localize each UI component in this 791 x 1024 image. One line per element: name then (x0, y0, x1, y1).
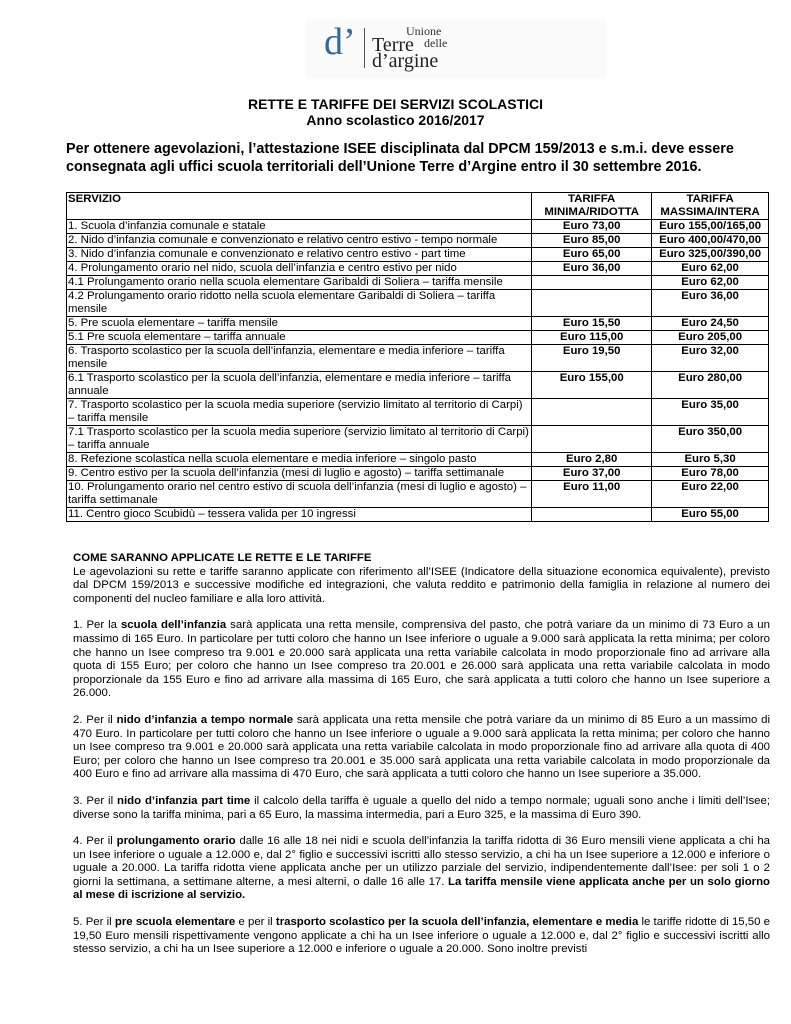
service-cell: 11. Centro gioco Scubidù – tessera valida per 10 ingressi (67, 508, 532, 522)
header-tariffa-minima-text: TARIFFA MINIMA/RIDOTTA (544, 193, 640, 218)
rule-5-text-2: e per il (235, 916, 276, 929)
service-cell: 8. Refezione scolastica nella scuola elementare e media inferiore – singolo pasto (67, 453, 532, 467)
logo-text-argine: d’argine (372, 50, 439, 72)
min-fee-cell: Euro 85,00 (532, 234, 652, 248)
logo-text-unione: Unione (406, 24, 442, 38)
max-fee-cell: Euro 5,30 (652, 453, 769, 467)
service-cell: 4.2 Prolungamento orario ridotto nella scuola elementare Garibaldi di Soliera – tariffa mensile (67, 290, 532, 317)
rule-1-bold: scuola dell’infanzia (120, 619, 227, 632)
min-fee-cell (532, 399, 652, 426)
rule-paragraph-1 (73, 619, 770, 701)
logo-background (306, 20, 606, 78)
rule-4-text-2: dalle 16 alle 18 nei nidi e scuola dell’infanzia la tariffa ridotta di 36 Euro mensili viene applicata a chi ha un Isee inferiore o uguale a 12.000 e, dal 2° figlio e successivi iscritti allo stesso servizio, a chi ha un Isee superiore a 12.000 e inferiore o uguale a 20.000. La tariffa ridotta viene applicata anche per un utilizzo parziale del servizio, indipendentemente dall’Isee: per soli 1 o 2 giorni la settimana, a settimane alterne, a mesi alterni, o dalle 16 alle 17. (73, 835, 770, 888)
service-cell: 4.1 Prolungamento orario nella scuola elementare Garibaldi di Soliera – tariffa mensile (67, 276, 532, 290)
rule-2-bold: nido d’infanzia a tempo normale (116, 713, 294, 726)
rule-paragraph-4 (73, 835, 770, 903)
application-rules (73, 552, 770, 970)
min-fee-cell: Euro 115,00 (532, 331, 652, 345)
table-row (67, 372, 769, 399)
table-row (67, 262, 769, 276)
rule-1-text: 1. Per la (73, 619, 121, 632)
rule-4-bold: prolungamento orario (116, 835, 236, 848)
rule-1-text-2: sarà applicata una retta mensile, comprensiva del pasto, che potrà variare da un minimo di 73 Euro a un massimo di 165 Euro. In particolare per tutti coloro che hanno un Isee inferiore o uguale a 9.000 sarà applicata la retta minima; per coloro che hanno un Isee compreso tra 9.001 e 20.000 sarà applicata una retta variabile calcolata in modo proporzionale fino ad arrivare alla quota di 155 Euro; per coloro che hanno un Isee compreso tra 20.001 e 26.000 sarà applicata una retta variabile calcolata in modo proporzionale da 155 Euro e fino ad arrivare alla massima di 165 Euro, che sarà applicata a tutti coloro che hanno un Isee superiore a 26.000. (73, 619, 770, 700)
table-row (67, 317, 769, 331)
header-tariffa-massima (652, 193, 769, 220)
min-fee-cell: Euro 11,00 (532, 481, 652, 508)
max-fee-cell: Euro 24,50 (652, 317, 769, 331)
rule-paragraph-3 (73, 795, 770, 822)
max-fee-cell: Euro 62,00 (652, 276, 769, 290)
max-fee-cell: Euro 205,00 (652, 331, 769, 345)
service-cell: 5.1 Pre scuola elementare – tariffa annuale (67, 331, 532, 345)
logo-text-terre: Terre (372, 34, 414, 56)
service-cell: 4. Prolungamento orario nel nido, scuola dell’infanzia e centro estivo per nido (67, 262, 532, 276)
rule-5-bold-2: trasporto scolastico per la scuola dell’infanzia, elementare e media (275, 916, 639, 929)
table-row (67, 453, 769, 467)
logo (300, 20, 610, 80)
min-fee-cell (532, 426, 652, 453)
header-tariffa-minima (532, 193, 652, 220)
service-cell: 10. Prolungamento orario nel centro estivo di scuola dell’infanzia (mesi di luglio e agosto) – tariffa settimanale (67, 481, 532, 508)
rule-4-bold-2: La tariffa mensile viene applicata anche per un solo giorno al mese di iscrizione al servizio. (73, 875, 771, 902)
min-fee-cell: Euro 155,00 (532, 372, 652, 399)
rule-5-text-3: le tariffe ridotte di 15,50 e 19,50 Euro mensili rispettivamente vengono applicate a chi ha un Isee inferiore o uguale a 12.000 e, dal 2° figlio e successivi iscritti allo stesso servizio, a chi ha un Isee superiore a 12.000 e inferiore o uguale a 20.000. Sono inoltre previsti (73, 916, 770, 956)
service-cell: 6.1 Trasporto scolastico per la scuola dell’infanzia, elementare e media inferiore – tariffa annuale (67, 372, 532, 399)
table-row (67, 290, 769, 317)
rule-3-text: 3. Per il (73, 794, 118, 807)
logo-mark-icon: d’ (324, 21, 356, 63)
service-cell: 6. Trasporto scolastico per la scuola dell’infanzia, elementare e media inferiore – tariffa mensile (67, 345, 532, 372)
max-fee-cell: Euro 280,00 (652, 372, 769, 399)
table-row (67, 234, 769, 248)
table-row (67, 467, 769, 481)
service-cell: 2. Nido d’infanzia comunale e convenzionato e relativo centro estivo - tempo normale (67, 234, 532, 248)
min-fee-cell (532, 276, 652, 290)
min-fee-cell: Euro 37,00 (532, 467, 652, 481)
max-fee-cell: Euro 155,00/165,00 (652, 220, 769, 234)
table-row (67, 399, 769, 426)
min-fee-cell: Euro 2,80 (532, 453, 652, 467)
service-cell: 5. Pre scuola elementare – tariffa mensile (67, 317, 532, 331)
table-header-row (67, 193, 769, 220)
max-fee-cell: Euro 36,00 (652, 290, 769, 317)
max-fee-cell: Euro 55,00 (652, 508, 769, 522)
min-fee-cell (532, 508, 652, 522)
service-cell: 1. Scuola d’infanzia comunale e statale (67, 220, 532, 234)
rule-4-text: 4. Per il (73, 835, 117, 848)
table-row (67, 220, 769, 234)
table-row (67, 508, 769, 522)
rule-5-text: 5. Per il (73, 916, 115, 929)
min-fee-cell: Euro 65,00 (532, 248, 652, 262)
table-row (67, 331, 769, 345)
table-row (67, 248, 769, 262)
service-cell: 9. Centro estivo per la scuola dell’infanzia (mesi di luglio e agosto) – tariffa settimanale (67, 467, 532, 481)
rule-3-bold: nido d’infanzia part time (117, 794, 251, 807)
rule-paragraph-2 (73, 714, 770, 782)
table-row (67, 276, 769, 290)
logo-separator (364, 28, 365, 68)
rule-5-bold: pre scuola elementare (114, 916, 236, 929)
isee-notice: Per ottenere agevolazioni, l’attestazione ISEE disciplinata dal DPCM 159/2013 e s.m.i. deve essere consegnata agli uffici scuola territoriali dell’Unione Terre d’Argine entro il 30 settembre 2016. (66, 141, 734, 175)
max-fee-cell: Euro 350,00 (652, 426, 769, 453)
header-tariffa-massima-text: TARIFFA MASSIMA/INTERA (660, 193, 760, 218)
logo-text-delle: delle (424, 36, 448, 50)
service-cell: 3. Nido d’infanzia comunale e convenzionato e relativo centro estivo - part time (67, 248, 532, 262)
max-fee-cell: Euro 35,00 (652, 399, 769, 426)
rule-paragraph-5 (73, 916, 770, 957)
min-fee-cell: Euro 15,50 (532, 317, 652, 331)
max-fee-cell: Euro 22,00 (652, 481, 769, 508)
rules-heading: COME SARANNO APPLICATE LE RETTE E LE TARIFFE (73, 552, 372, 564)
document-subtitle: Anno scolastico 2016/2017 (306, 112, 485, 128)
max-fee-cell: Euro 78,00 (652, 467, 769, 481)
service-cell: 7. Trasporto scolastico per la scuola media superiore (servizio limitato al territorio di Carpi) – tariffa mensile (67, 399, 532, 426)
rule-2-text: 2. Per il (73, 713, 117, 726)
header-servizio: SERVIZIO (67, 193, 532, 220)
max-fee-cell: Euro 400,00/470,00 (652, 234, 769, 248)
min-fee-cell: Euro 73,00 (532, 220, 652, 234)
fees-table-body (67, 220, 769, 522)
max-fee-cell: Euro 62,00 (652, 262, 769, 276)
min-fee-cell: Euro 19,50 (532, 345, 652, 372)
fees-table (66, 192, 769, 522)
service-cell: 7.1 Trasporto scolastico per la scuola media superiore (servizio limitato al territorio di Carpi) – tariffa annuale (67, 426, 532, 453)
table-row (67, 481, 769, 508)
table-row (67, 345, 769, 372)
table-row (67, 426, 769, 453)
document-title: RETTE E TARIFFE DEI SERVIZI SCOLASTICI (247, 96, 544, 112)
min-fee-cell: Euro 36,00 (532, 262, 652, 276)
max-fee-cell: Euro 32,00 (652, 345, 769, 372)
min-fee-cell (532, 290, 652, 317)
rule-2-text-2: sarà applicata una retta mensile che potrà variare da un minimo di 85 Euro a un massimo di 470 Euro. In particolare per tutti coloro che hanno un Isee inferiore o uguale a 9.000 sarà applicata la retta minima; per coloro che hanno un Isee compreso tra 9.001 e 20.000 sarà applicata una retta variabile calcolata in modo proporzionale fino ad arrivare alla quota di 400 Euro; per coloro che hanno un Isee compreso tra 20.001 e 35.000 sarà applicata una retta variabile calcolata in modo proporzionale da 400 Euro e fino ad arrivare alla massima di 470 Euro, che sarà applicata a tutti coloro che hanno un Isee superiore a 35.000. (73, 713, 770, 781)
rules-intro: Le agevolazioni su rette e tariffe saranno applicate con riferimento all’ISEE (Indicatore della situazione economica equivalente), previsto dal DPCM 159/2013 e successive modifiche ed integrazioni, che valuta reddito e patrimonio della famiglia in relazione al numero dei componenti del nucleo familiare e alla loro attività. (73, 565, 770, 605)
rule-3-text-2: il calcolo della tariffa è uguale a quello del nido a tempo normale; uguali sono anche i limiti dell’Isee; diverse sono la tariffa minima, pari a 65 Euro, la massima intermedia, pari a Euro 325, e la massima di Euro 390. (73, 794, 771, 821)
max-fee-cell: Euro 325,00/390,00 (652, 248, 769, 262)
